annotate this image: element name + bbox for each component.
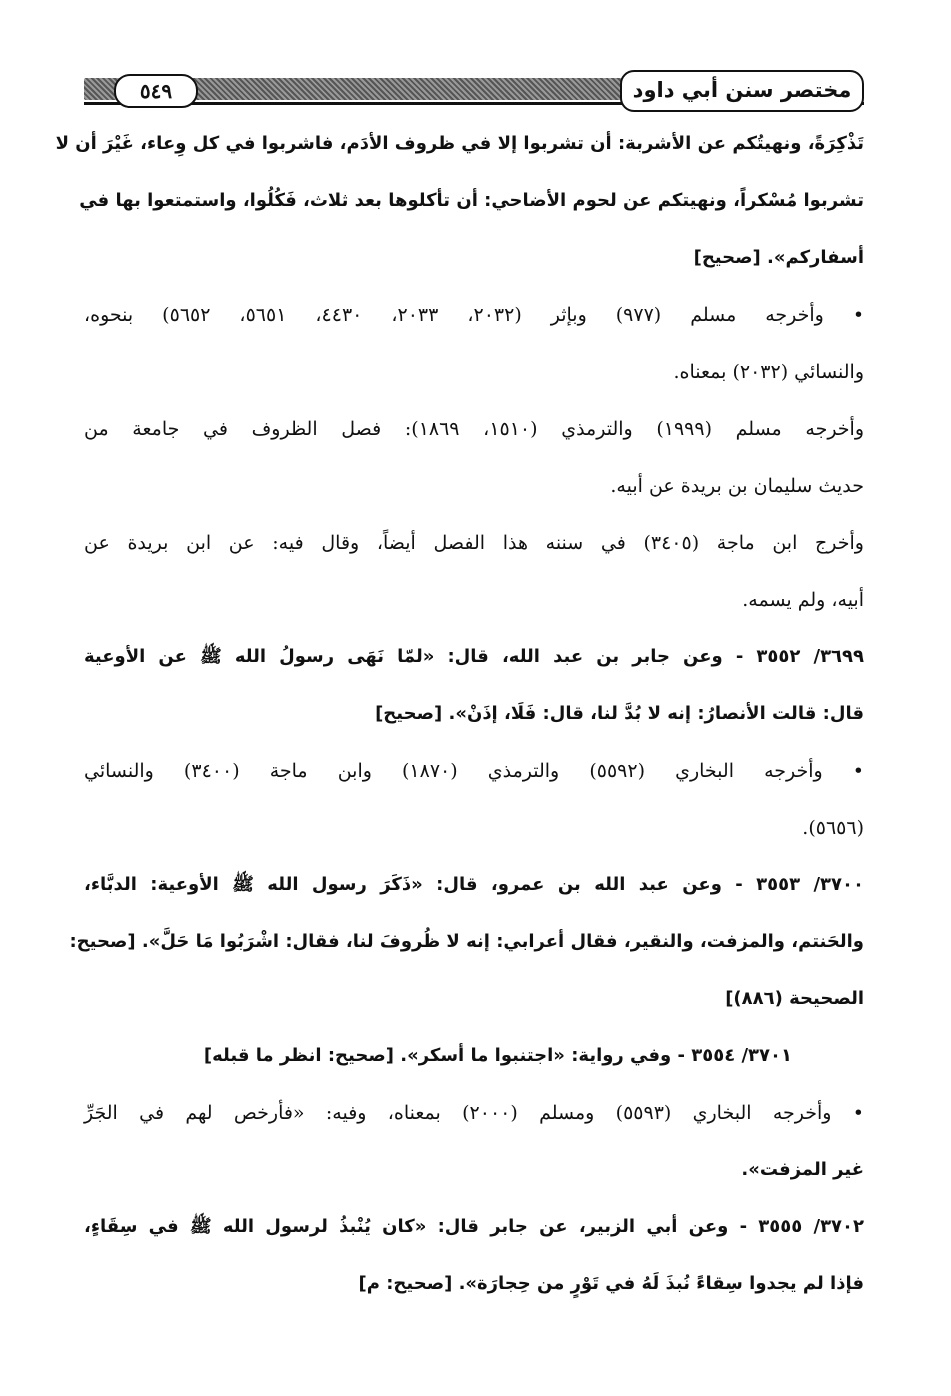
- text-line: غير المزفت».: [741, 1159, 864, 1180]
- text-line: • وأخرجه البخاري (٥٥٩٢) والترمذي (١٨٧٠) وابن ماجة (٣٤٠٠) والنسائي: [84, 760, 864, 782]
- text-line: (٥٦٥٦).: [802, 817, 864, 839]
- text-line: حديث سليمان بن بريدة عن أبيه.: [610, 475, 864, 497]
- text-line: تَذْكِرَةً، ونهيتُكم عن الأشربة: أن تشربوا إلا في ظروف الأدَم، فاشربوا في كل وِعاء، غَيْرَ أن لا: [55, 133, 864, 154]
- text-line: الصحيحة (٨٨٦)]: [725, 988, 864, 1009]
- text-line: وأخرج ابن ماجة (٣٤٠٥) في سننه هذا الفصل أيضاً، وقال فيه: عن ابن بريدة عن: [84, 532, 864, 554]
- text-line: أسفاركم». [صحيح]: [693, 247, 864, 268]
- text-line: ٣٧٠٢/ ٣٥٥٥ - وعن أبي الزبير، عن جابر قال: «كان يُنْبذُ لرسول الله ﷺ في سِقَاءٍ،: [84, 1216, 865, 1237]
- text-line: فإذا لم يجدوا سِقاءً نُبذَ لَهُ في تَوْرٍ من حِجارَة». [صحيح: م]: [358, 1273, 864, 1294]
- text-line: ٣٦٩٩/ ٣٥٥٢ - وعن جابر بن عبد الله، قال: «لمّا نَهَى رسولُ الله ﷺ عن الأوعية: [84, 646, 865, 667]
- page-header: [84, 70, 864, 118]
- text-line: أبيه، ولم يسمه.: [742, 589, 864, 611]
- text-line: وأخرجه مسلم (١٩٩٩) والترمذي (١٥١٠، ١٨٦٩): فصل الظروف في جامعة من: [84, 418, 864, 440]
- body-text: [55, 124, 865, 1321]
- text-line: قال: قالت الأنصارُ: إنه لا بُدَّ لنا، قال: فَلَا، إذَنْ». [صحيح]: [375, 703, 864, 724]
- text-line: • وأخرجه مسلم (٩٧٧) وبإثر (٢٠٣٢، ٢٠٣٣، ٤٤٣٠، ٥٦٥١، ٥٦٥٢) بنحوه،: [84, 304, 865, 326]
- text-line: والحَنتم، والمزفت، والنقير، فقال أعرابي: إنه لا ظُروفَ لنا، فقال: اشْرَبُوا مَا حَلَّ». [صحيح:: [69, 931, 864, 952]
- text-line: تشربوا مُسْكراً، ونهيتكم عن لحوم الأضاحي: أن تأكلوها بعد ثلاث، فَكُلُوا، واستمتعوا بها في: [79, 190, 864, 211]
- text-line: ٣٧٠١/ ٣٥٥٤ - وفي رواية: «اجتنبوا ما أسكر». [صحيح: انظر ما قبله]: [203, 1045, 792, 1066]
- text-line: ٣٧٠٠/ ٣٥٥٣ - وعن عبد الله بن عمرو، قال: «ذَكَرَ رسول الله ﷺ الأوعية: الدبَّاء،: [84, 874, 864, 895]
- book-title: مختصر سنن أبي داود: [620, 70, 864, 112]
- text-line: • وأخرجه البخاري (٥٥٩٣) ومسلم (٢٠٠٠) بمعناه، وفيه: «فأرخص لهم في الجَرِّ: [84, 1102, 864, 1124]
- page-number: ٥٤٩: [114, 74, 198, 108]
- text-line: والنسائي (٢٠٣٢) بمعناه.: [673, 361, 864, 383]
